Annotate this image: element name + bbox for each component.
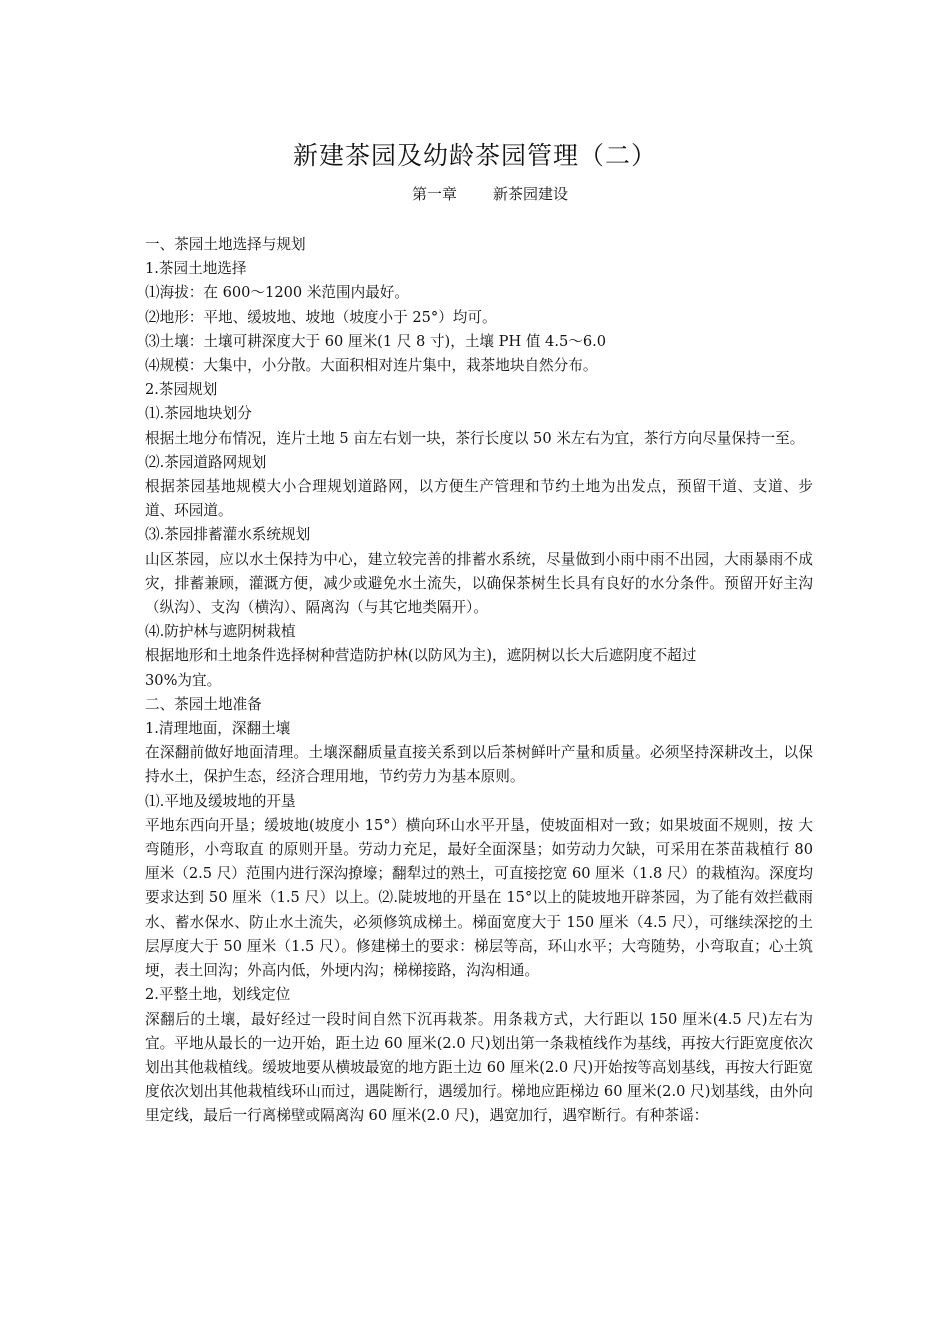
body-paragraph: 山区茶园，应以水土保持为中心，建立较完善的排蓄水系统，尽量做到小雨中雨不出园，大雨暴雨不成灾，排蓄兼顾，灌溉方便，减少或避免水土流失，以确保茶树生长具有良好的水分条件。预留开好主沟（纵沟）、支沟（横沟）、隔离沟（与其它地类隔开）。	[145, 550, 813, 617]
document-title: 新建茶园及幼龄茶园管理（二）	[292, 141, 657, 170]
body-paragraph: 根据茶园基地规模大小合理规划道路网，以方便生产管理和节约土地为出发点，预留干道、支道、步道、环园道。	[145, 478, 813, 520]
subsection-heading: 1.茶园土地选择	[145, 260, 247, 278]
chapter-number: 第一章	[411, 185, 457, 203]
item-heading: ⑶.茶园排蓄灌水系统规划	[145, 526, 311, 544]
item-heading: ⑵.茶园道路网规划	[145, 453, 267, 471]
item-heading: ⑷.防护林与遮阴树栽植	[145, 623, 296, 641]
body-paragraph: 30%为宜。	[145, 671, 222, 689]
list-item: ⑴海拔：在 600～1200 米范围内最好。	[145, 284, 409, 302]
item-heading: ⑴.茶园地块划分	[145, 405, 252, 423]
subsection-heading: 2.平整土地，划线定位	[145, 986, 291, 1004]
section-heading: 二、茶园土地准备	[145, 695, 262, 713]
document-body	[145, 233, 813, 1129]
subsection-heading: 2.茶园规划	[145, 381, 218, 399]
item-heading: ⑴.平地及缓坡地的开垦	[145, 792, 296, 810]
body-paragraph: 在深翻前做好地面清理。土壤深翻质量直接关系到以后茶树鲜叶产量和质量。必须坚持深耕改土，以保持水土，保护生态，经济合理用地，节约劳力为基本原则。	[145, 744, 813, 786]
section-heading: 一、茶园土地选择与规划	[145, 236, 306, 253]
subsection-heading: 1.清理地面，深翻土壤	[145, 720, 291, 738]
body-paragraph: 深翻后的土壤，最好经过一段时间自然下沉再栽茶。用条栽方式，大行距以 150 厘米(4.5 尺)左右为宜。平地从最长的一边开始，距土边 60 厘米(2.0 尺)划出第一条栽植线作为基线，再按大行距宽度依次划出其他栽植线。缓坡地要从横坡最宽的地方距土边 60 厘米(2.0 尺)开始按等高划基线，再按大行距宽度依次划出其他栽植线环山而过，遇陡断行，遇缓加行。梯地应距梯边 60 厘米(2.0 尺)划基线，由外向里定线，最后一行离梯壁或隔离沟 60 厘米(2.0 尺)，遇宽加行，遇窄断行。有种茶谣：	[145, 1010, 813, 1125]
list-item: ⑶土壤：土壤可耕深度大于 60 厘米(1 尺 8 寸)，土壤 PH 值 4.5～6.0	[145, 332, 607, 350]
body-paragraph: 平地东西向开垦；缓坡地(坡度小 15°）横向环山水平开垦，使坡面相对一致；如果坡面不规则，按 大弯随形，小弯取直 的原则开垦。劳动力充足，最好全面深垦；如劳动力欠缺，可采用在茶苗栽植行 80 厘米（2.5 尺）范围内进行深沟撩壕；翻犁过的熟土，可直接挖宽 60 厘米（1.8 尺）的栽植沟。深度均要求达到 50 厘米（1.5 尺）以上。⑵.陡坡地的开垦在 15°以上的陡坡地开辟茶园，为了能有效拦截雨水、蓄水保水、防止水土流失，必须修筑成梯土。梯面宽度大于 150 厘米（4.5 尺），可继续深挖的土层厚度大于 50 厘米（1.5 尺）。修建梯土的要求：梯层等高，环山水平；大弯随势，小弯取直；心土筑埂，表土回沟；外高内低，外埂内沟；梯梯接路，沟沟相通。	[145, 816, 813, 980]
chapter-title: 新茶园建设	[493, 185, 569, 203]
chapter-heading	[0, 183, 950, 205]
list-item: ⑵地形：平地、缓坡地、坡地（坡度小于 25°）均可。	[145, 308, 497, 326]
list-item: ⑷规模：大集中，小分散。大面积相对连片集中，栽茶地块自然分布。	[145, 357, 598, 375]
body-paragraph: 根据土地分布情况，连片土地 5 亩左右划一块，茶行长度以 50 米左右为宜，茶行方向尽量保持一至。	[145, 429, 805, 447]
body-paragraph: 根据地形和土地条件选择树种营造防护林(以防风为主)，遮阴树以长大后遮阴度不超过	[145, 647, 697, 665]
